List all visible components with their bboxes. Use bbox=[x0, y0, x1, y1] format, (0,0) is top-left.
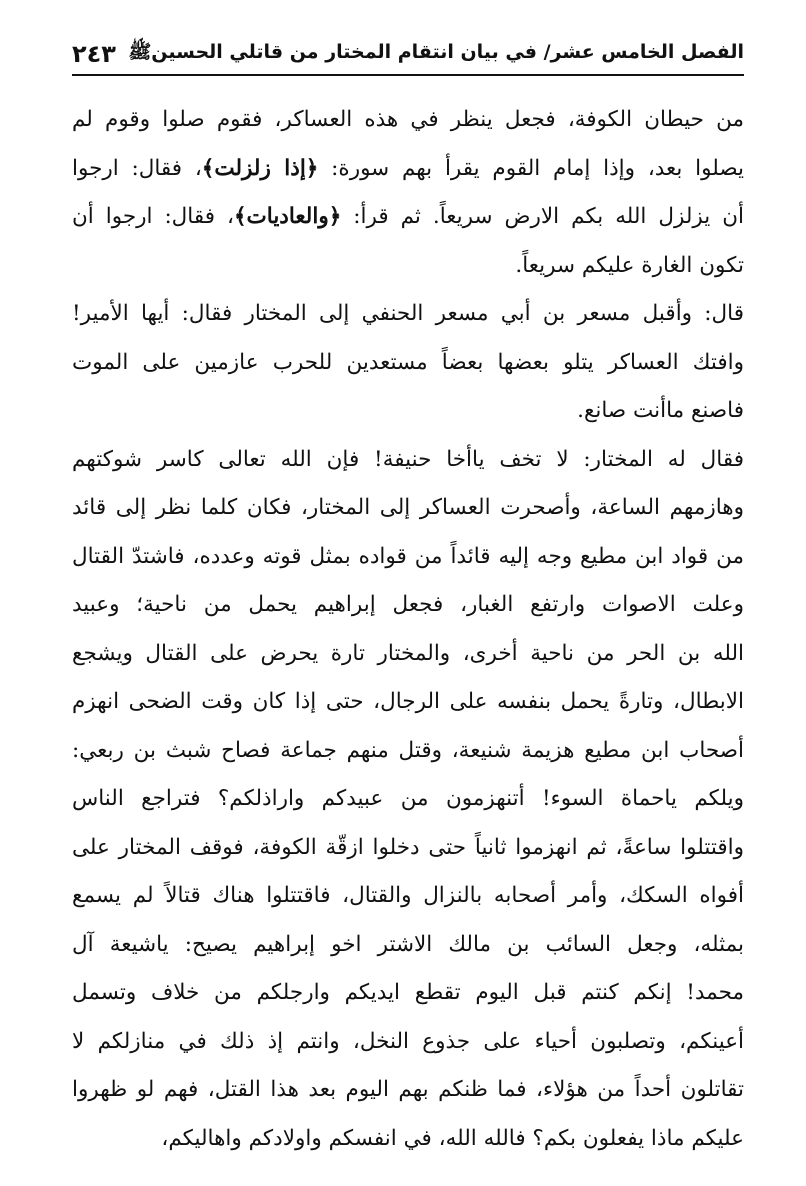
text-line: الابطال، وتارةً يحمل بنفسه على الرجال، حتى إذا كان وقت الضحى انهزم bbox=[72, 689, 744, 714]
text-line: وعلت الاصوات وارتفع الغبار، فجعل إبراهيم يحمل من ناحية؛ وعبيد bbox=[72, 592, 744, 617]
line-text: أن يزلزل الله بكم الارض سريعاً. ثم قرأ: bbox=[341, 204, 744, 229]
text-line: أعينكم، وتصلبون أحياء على جذوع النخل، وانتم إذ ذلك في منازلكم لا bbox=[72, 1028, 744, 1054]
text-line: أصحاب ابن مطيع هزيمة شنيعة، وقتل منهم جماعة فصاح شبث بن ربعي: bbox=[72, 737, 744, 763]
text-line: بمثله، وجعل السائب بن مالك الاشتر اخو إبراهيم يصيح: ياشيعة آل bbox=[72, 931, 744, 957]
text-line: من حيطان الكوفة، فجعل ينظر في هذه العساكر، فقوم صلوا وقوم لم bbox=[72, 107, 744, 132]
text-line: وهازمهم الساعة، وأصحرت العساكر إلى المختار، فكان كلما نظر إلى قائد bbox=[72, 495, 744, 520]
text-line bbox=[72, 193, 744, 242]
page-header bbox=[72, 28, 744, 76]
running-head-text: الفصل الخامس عشر/ في بيان انتقام المختار من قاتلي الحسين bbox=[151, 41, 744, 63]
text-line: وافتك العساكر يتلو بعضها بعضاً مستعدين للحرب عازمين على الموت bbox=[72, 349, 744, 375]
text-line: تقاتلون أحداً من هؤلاء، فما ظنكم بهم اليوم بعد هذا القتل، فهم لو ظهروا bbox=[72, 1077, 744, 1102]
text-line: عليكم ماذا يفعلون بكم؟ فالله الله، في انفسكم واولادكم واهاليكم، bbox=[161, 1125, 744, 1151]
text-line: أفواه السكك، وأمر أصحابه بالنزال والقتال، فاقتتلوا هناك قتالاً لم يسمع bbox=[72, 883, 744, 908]
text-line: الله بن الحر من ناحية أخرى، والمختار تارة يحرض على القتال ويشجع bbox=[72, 640, 744, 666]
text-line: فقال له المختار: لا تخف ياأخا حنيفة! فإن الله تعالى كاسر شوكتهم bbox=[72, 446, 744, 472]
honorific-mark: ﷺ bbox=[128, 41, 152, 63]
body-text bbox=[72, 96, 744, 1163]
line-text: ، فقال: ارجوا أن bbox=[72, 204, 234, 229]
page-number: ٢٤٣ bbox=[72, 40, 116, 68]
line-text: ، فقال: ارجوا bbox=[72, 155, 202, 181]
text-line: قال: وأقبل مسعر بن أبي مسعر الحنفي إلى المختار فقال: أيها الأمير! bbox=[72, 301, 744, 326]
text-line: تكون الغارة عليكم سريعاً. bbox=[515, 252, 744, 278]
text-line: فاصنع ماأنت صانع. bbox=[577, 398, 744, 423]
text-line bbox=[72, 145, 744, 194]
text-line: من قواد ابن مطيع وجه إليه قائداً من قواده بمثل قوته وعدده، فاشتدّ القتال bbox=[72, 543, 744, 569]
quran-quote: ﴿إذا زلزلت﴾ bbox=[201, 155, 319, 181]
text-line: ويلكم ياحماة السوء! أتنهزمون من عبيدكم واراذلكم؟ فتراجع الناس bbox=[72, 786, 744, 811]
text-line: واقتتلوا ساعةً، ثم انهزموا ثانياً حتى دخلوا ازقّة الكوفة، فوقف المختار على bbox=[72, 834, 744, 860]
running-head bbox=[128, 40, 744, 68]
line-text: يصلوا بعد، وإذا إمام القوم يقرأ بهم سورة: bbox=[318, 155, 744, 181]
quran-quote: ﴿والعاديات﴾ bbox=[233, 204, 342, 229]
text-line: محمد! إنكم كنتم قبل اليوم تقطع ايديكم وارجلكم من خلاف وتسمل bbox=[72, 980, 744, 1005]
